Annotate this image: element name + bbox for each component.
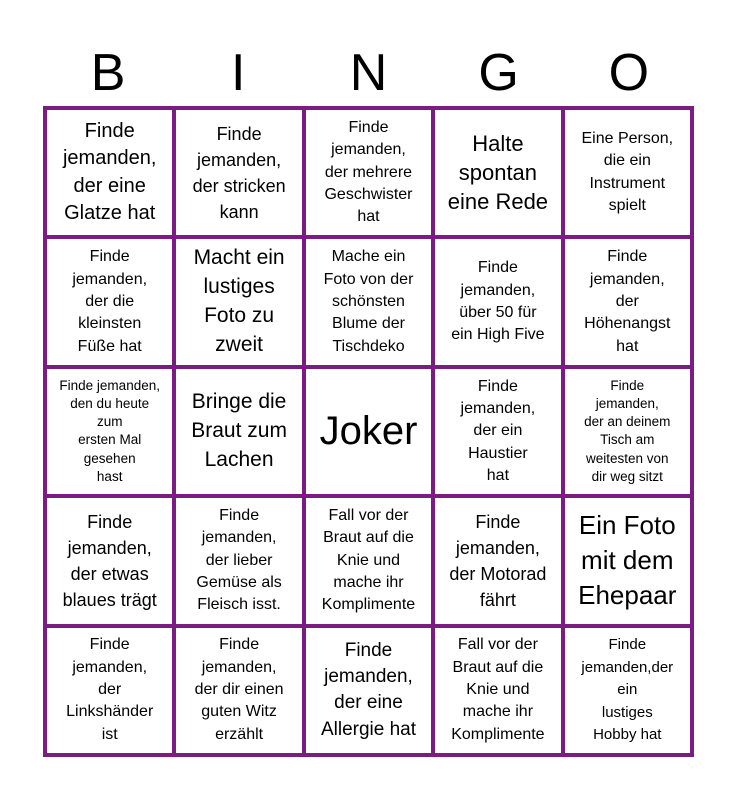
bingo-cell[interactable]: Finde jemanden,der ein lustiges Hobby hat — [563, 626, 692, 755]
bingo-cell[interactable]: Finde jemanden, der Motorad fährt — [433, 496, 562, 625]
bingo-cell[interactable]: Finde jemanden, der ein Haustier hat — [433, 367, 562, 496]
header-letter-b: B — [90, 44, 126, 102]
bingo-cell[interactable]: Macht ein lustiges Foto zu zweit — [174, 237, 303, 366]
header-letter-o: O — [608, 44, 650, 102]
bingo-cell[interactable]: Finde jemanden, der die kleinsten Füße hat — [45, 237, 174, 366]
header-letter-i: I — [231, 44, 246, 102]
bingo-cell[interactable]: Finde jemanden, der dir einen guten Witz erzählt — [174, 626, 303, 755]
bingo-cell[interactable]: Halte spontan eine Rede — [433, 108, 562, 237]
bingo-cell[interactable]: Eine Person, die ein Instrument spielt — [563, 108, 692, 237]
bingo-cell[interactable]: Mache ein Foto von der schönsten Blume der Tischdeko — [304, 237, 433, 366]
bingo-cell[interactable]: Finde jemanden, den du heute zum ersten Mal gesehen hast — [45, 367, 174, 496]
bingo-cell[interactable]: Finde jemanden, über 50 für ein High Five — [433, 237, 562, 366]
bingo-header — [43, 40, 694, 106]
bingo-cell[interactable]: Finde jemanden, der Höhenangst hat — [563, 237, 692, 366]
bingo-cell[interactable]: Finde jemanden, der eine Allergie hat — [304, 626, 433, 755]
bingo-cell[interactable]: Finde jemanden, der an deinem Tisch am weitesten von dir weg sitzt — [563, 367, 692, 496]
header-letter-n: N — [349, 44, 388, 102]
bingo-cell[interactable]: Finde jemanden, der eine Glatze hat — [45, 108, 174, 237]
bingo-grid — [43, 106, 694, 757]
header-letter-g: G — [478, 44, 519, 102]
bingo-cell[interactable]: Finde jemanden, der lieber Gemüse als Fleisch isst. — [174, 496, 303, 625]
bingo-cell[interactable]: Ein Foto mit dem Ehepaar — [563, 496, 692, 625]
bingo-cell[interactable]: Finde jemanden, der etwas blaues trägt — [45, 496, 174, 625]
bingo-cell[interactable]: Finde jemanden, der Linkshänder ist — [45, 626, 174, 755]
bingo-cell[interactable]: Finde jemanden, der stricken kann — [174, 108, 303, 237]
bingo-cell[interactable]: Fall vor der Braut auf die Knie und mache ihr Komplimente — [433, 626, 562, 755]
joker-cell[interactable]: Joker — [304, 367, 433, 496]
bingo-cell[interactable]: Finde jemanden, der mehrere Geschwister hat — [304, 108, 433, 237]
bingo-cell[interactable]: Bringe die Braut zum Lachen — [174, 367, 303, 496]
bingo-cell[interactable]: Fall vor der Braut auf die Knie und mache ihr Komplimente — [304, 496, 433, 625]
